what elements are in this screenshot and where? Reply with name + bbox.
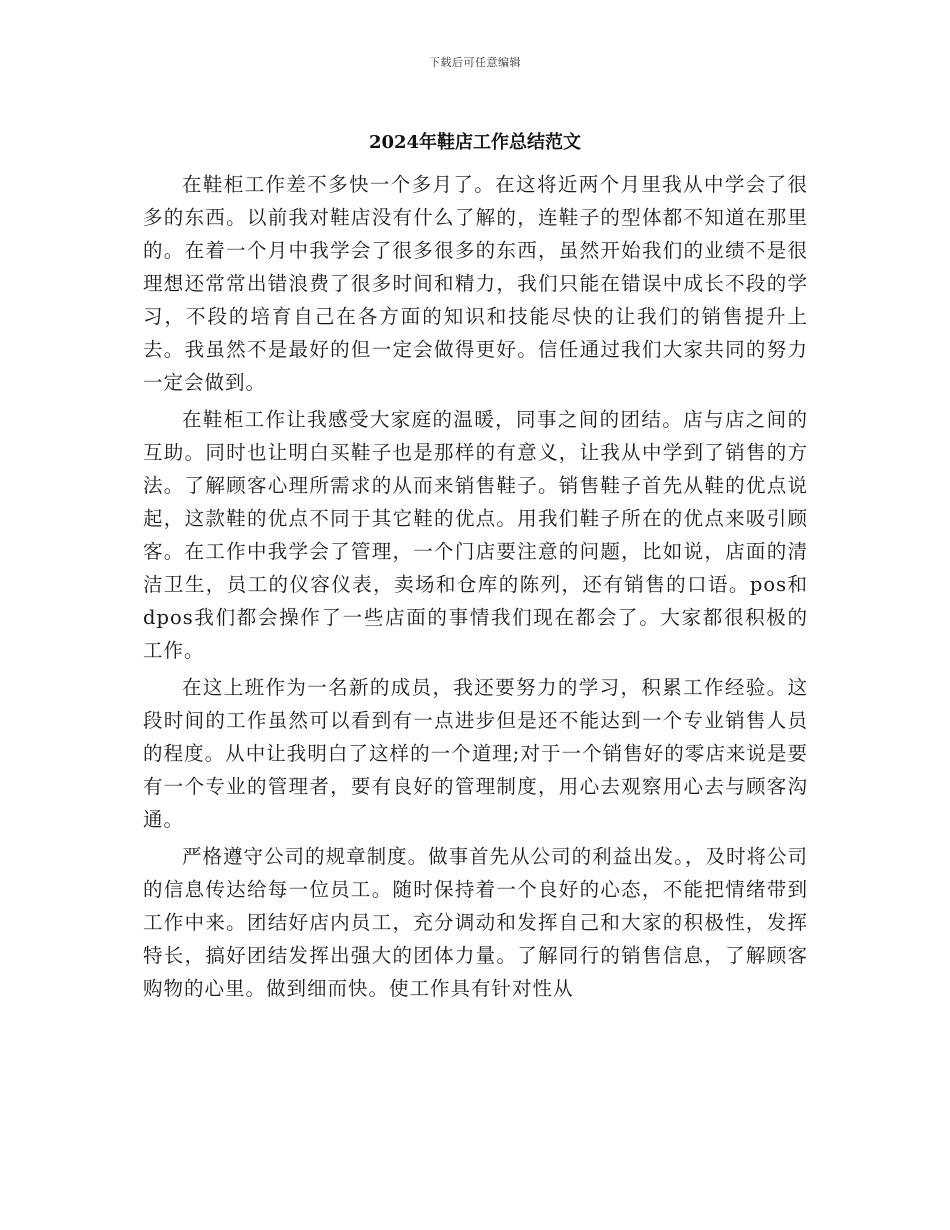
header-note: 下载后可任意编辑: [429, 56, 521, 69]
paragraph-1: 在鞋柜工作差不多快一个多月了。在这将近两个月里我从中学会了很多的东西。以前我对鞋店没有什么了解的，连鞋子的型体都不知道在那里的。在着一个月中我学会了很多很多的东西，虽然开始我们的业绩不是很理想还常常出错浪费了很多时间和精力，我们只能在错误中成长不段的学习，不段的培育自己在各方面的知识和技能尽快的让我们的销售提升上去。我虽然不是最好的但一定会做得更好。信任通过我们大家共同的努力一定会做到。: [143, 173, 808, 394]
paragraph-3: 在这上班作为一名新的成员，我还要努力的学习，积累工作经验。这段时间的工作虽然可以看到有一点进步但是还不能达到一个专业销售人员的程度。从中让我明白了这样的一个道理;对于一个销售好的零店来说是要有一个专业的管理者，要有良好的管理制度，用心去观察用心去与顾客沟通。: [143, 676, 808, 831]
paragraph-4: 严格遵守公司的规章制度。做事首先从公司的利益出发。，及时将公司的信息传达给每一位员工。随时保持着一个良好的心态，不能把情绪带到工作中来。团结好店内员工，充分调动和发挥自己和大家的积极性，发挥特长，搞好团结发挥出强大的团体力量。了解同行的销售信息，了解顾客购物的心里。做到细而快。使工作具有针对性从: [143, 845, 808, 1000]
document-body: [143, 168, 808, 1009]
document-title: 2024年鞋店工作总结范文: [368, 132, 582, 153]
paragraph-2: 在鞋柜工作让我感受大家庭的温暖，同事之间的团结。店与店之间的互助。同时也让明白买鞋子也是那样的有意义，让我从中学到了销售的方法。了解顾客心理所需求的从而来销售鞋子。销售鞋子首先从鞋的优点说起，这款鞋的优点不同于其它鞋的优点。用我们鞋子所在的优点来吸引顾客。在工作中我学会了管理，一个门店要注意的问题，比如说，店面的清洁卫生，员工的仪容仪表，卖场和仓库的陈列，还有销售的口语。pos和dpos我们都会操作了一些店面的事情我们现在都会了。大家都很积极的工作。: [143, 408, 808, 662]
